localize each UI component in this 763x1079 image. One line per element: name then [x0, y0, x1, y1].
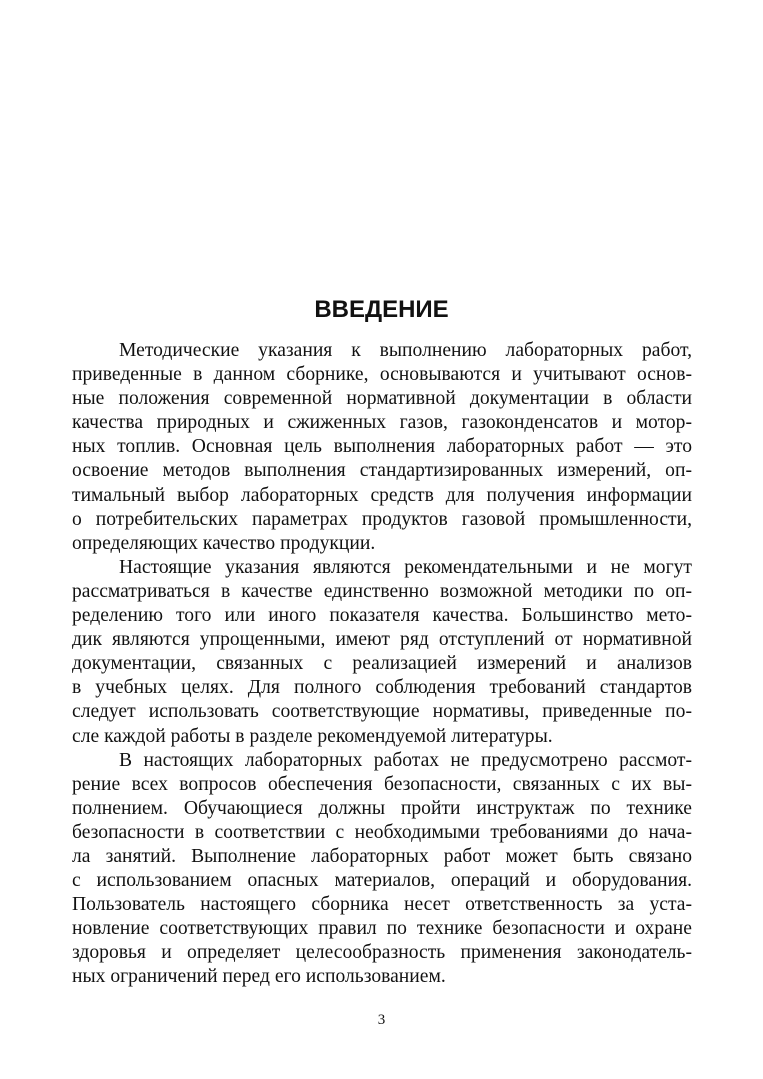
- page-number: 3: [377, 1012, 386, 1028]
- text-line: безопасности в соответствии с необходимыми требованиями до нача-: [72, 821, 692, 843]
- text-line: дик являются упрощенными, имеют ряд отступлений от нормативной: [72, 629, 692, 651]
- text-line: ных топлив. Основная цель выполнения лабораторных работ — это: [72, 436, 692, 458]
- text-line: сле каждой работы в разделе рекомендуемой литературы.: [72, 725, 553, 747]
- text-line: Пользователь настоящего сборника несет ответственность за уста-: [72, 894, 692, 916]
- paragraph: [72, 556, 692, 749]
- text-line: рение всех вопросов обеспечения безопасности, связанных с их вы-: [72, 773, 692, 795]
- text-line: в учебных целях. Для полного соблюдения требований стандартов: [72, 677, 692, 699]
- text-line: Настоящие указания являются рекомендательными и не могут: [119, 556, 692, 578]
- paragraph: [72, 339, 692, 556]
- text-line: новление соответствующих правил по технике безопасности и охране: [72, 918, 692, 940]
- text-line: следует использовать соответствующие нормативы, приведенные по-: [72, 701, 692, 723]
- body-text: [72, 339, 692, 990]
- text-line: ла занятий. Выполнение лабораторных работ может быть связано: [72, 845, 692, 867]
- text-line: освоение методов выполнения стандартизированных измерений, оп-: [72, 460, 692, 482]
- text-line: определяющих качество продукции.: [72, 532, 376, 554]
- text-line: ределению того или иного показателя качества. Большинство мето-: [72, 605, 692, 627]
- text-line: ные положения современной нормативной документации в области: [72, 388, 692, 410]
- text-line: ных ограничений перед его использованием.: [72, 966, 446, 988]
- text-line: В настоящих лабораторных работах не предусмотрено рассмот-: [119, 749, 692, 771]
- text-line: здоровья и определяет целесообразность применения законодатель-: [72, 942, 692, 964]
- text-line: Методические указания к выполнению лабораторных работ,: [119, 340, 692, 361]
- text-line: о потребительских параметрах продуктов газовой промышленности,: [72, 508, 692, 530]
- text-line: качества природных и сжиженных газов, газоконденсатов и мотор-: [72, 412, 692, 434]
- paragraph: [72, 749, 692, 990]
- text-line: полнением. Обучающиеся должны пройти инструктаж по технике: [72, 797, 692, 819]
- text-line: рассматриваться в качестве единственно возможной методики по оп-: [72, 580, 692, 602]
- text-line: приведенные в данном сборнике, основываются и учитывают основ-: [72, 364, 692, 386]
- page-title: ВВЕДЕНИЕ: [314, 296, 449, 323]
- text-line: тимальный выбор лабораторных средств для получения информации: [72, 484, 692, 506]
- text-line: с использованием опасных материалов, операций и оборудования.: [72, 870, 692, 892]
- text-line: документации, связанных с реализацией измерений и анализов: [72, 653, 692, 675]
